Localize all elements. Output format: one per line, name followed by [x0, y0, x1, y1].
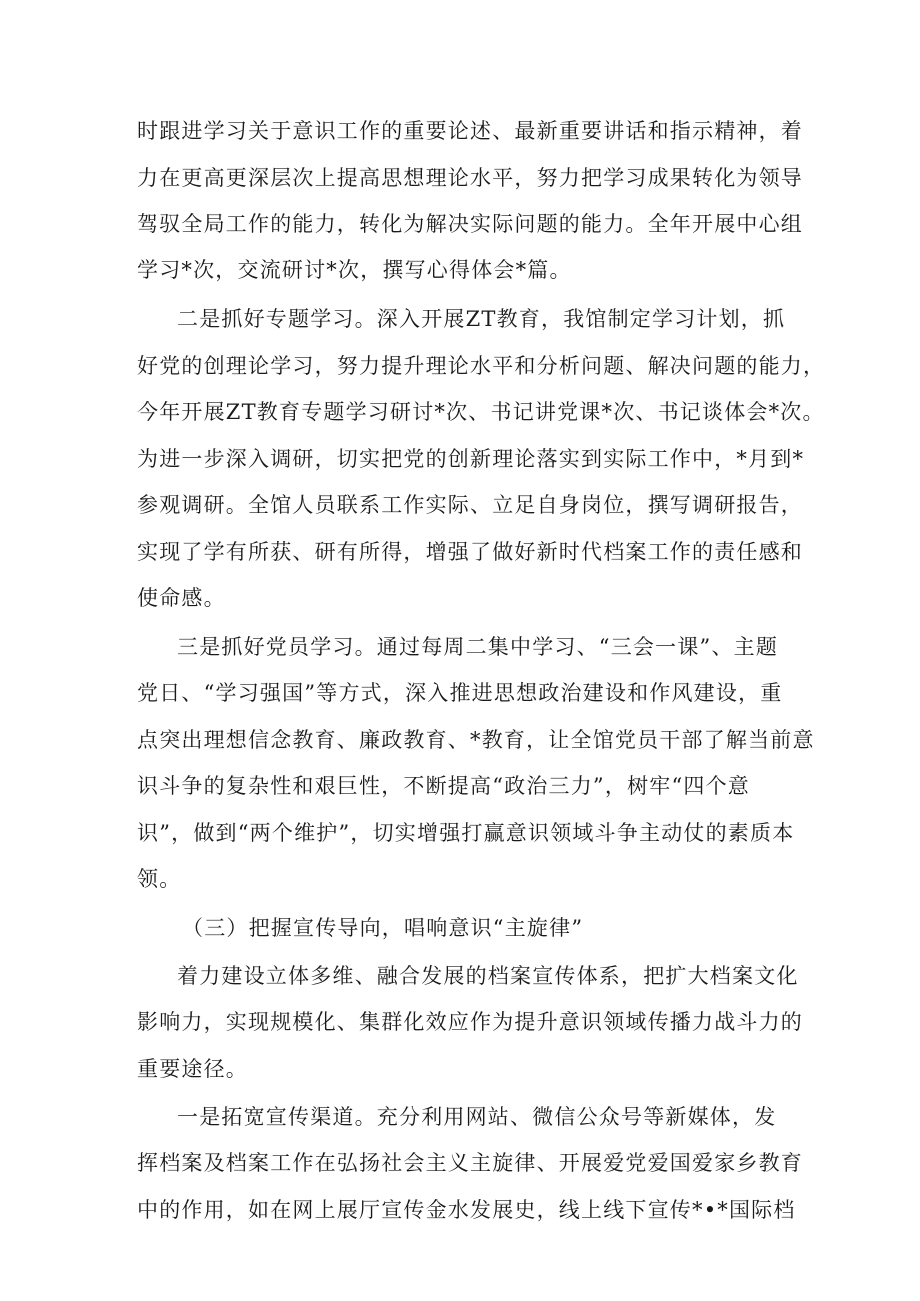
paragraph-first-line: 二是抓好专题学习。深入开展ZT教育，我馆制定学习计划，抓 — [177, 307, 786, 331]
body-text-line: 驾驭全局工作的能力，转化为解决实际问题的能力。全年开展中心组 — [137, 212, 803, 236]
paragraph-first-line: 一是拓宽宣传渠道。充分利用网站、微信公众号等新媒体，发 — [177, 1105, 777, 1129]
body-text-line: 识斗争的复杂性和艰巨性，不断提高“政治三力”，树牢“四个意 — [137, 774, 751, 798]
body-text-line: 参观调研。全馆人员联系工作实际、立足自身岗位，撰写调研报告， — [137, 493, 803, 517]
body-text-line: 识”，做到“两个维护”，切实增强打赢意识领域斗争主动仗的素质本 — [137, 821, 795, 845]
body-text-line: 学习*次，交流研讨*次，撰写心得体会*篇。 — [137, 258, 572, 282]
paragraph-first-line: 着力建设立体多维、融合发展的档案宣传体系，把扩大档案文化 — [177, 964, 799, 988]
body-text-line: 好党的创理论学习，努力提升理论水平和分析问题、解决问题的能力， — [137, 354, 826, 378]
body-text-line: 党日、“学习强国”等方式，深入推进思想政治建设和作风建设，重 — [137, 681, 783, 705]
body-text-line: 点突出理想信念教育、廉政教育、*教育，让全馆党员干部了解当前意 — [137, 728, 815, 752]
body-text-line: 使命感。 — [137, 586, 226, 610]
paragraph-first-line: 三是抓好党员学习。通过每周二集中学习、“三会一课”、主题 — [177, 635, 779, 659]
body-text-line: 影响力，实现规模化、集群化效应作为提升意识领域传播力战斗力的 — [137, 1010, 803, 1034]
body-text-line: 为进一步深入调研，切实把党的创新理论落实到实际工作中，*月到* — [137, 447, 805, 471]
body-text-line: 挥档案及档案工作在弘扬社会主义主旋律、开展爱党爱国爱家乡教育 — [137, 1151, 803, 1175]
body-text-line: 中的作用，如在网上展厅宣传金水发展史，线上线下宣传*•*国际档 — [137, 1198, 796, 1222]
section-heading: （三）把握宣传导向，唱响意识“主旋律” — [182, 916, 584, 940]
body-text-line: 重要途径。 — [137, 1057, 248, 1081]
body-text-line: 今年开展ZT教育专题学习研讨*次、书记讲党课*次、书记谈体会*次。 — [137, 400, 825, 424]
body-text-line: 力在更高更深层次上提高思想理论水平，努力把学习成果转化为领导 — [137, 166, 803, 190]
body-text-line: 时跟进学习关于意识工作的重要论述、最新重要讲话和指示精神，着 — [137, 119, 803, 143]
body-text-line: 领。 — [137, 867, 182, 891]
body-text-line: 实现了学有所获、研有所得，增强了做好新时代档案工作的责任感和 — [137, 540, 803, 564]
